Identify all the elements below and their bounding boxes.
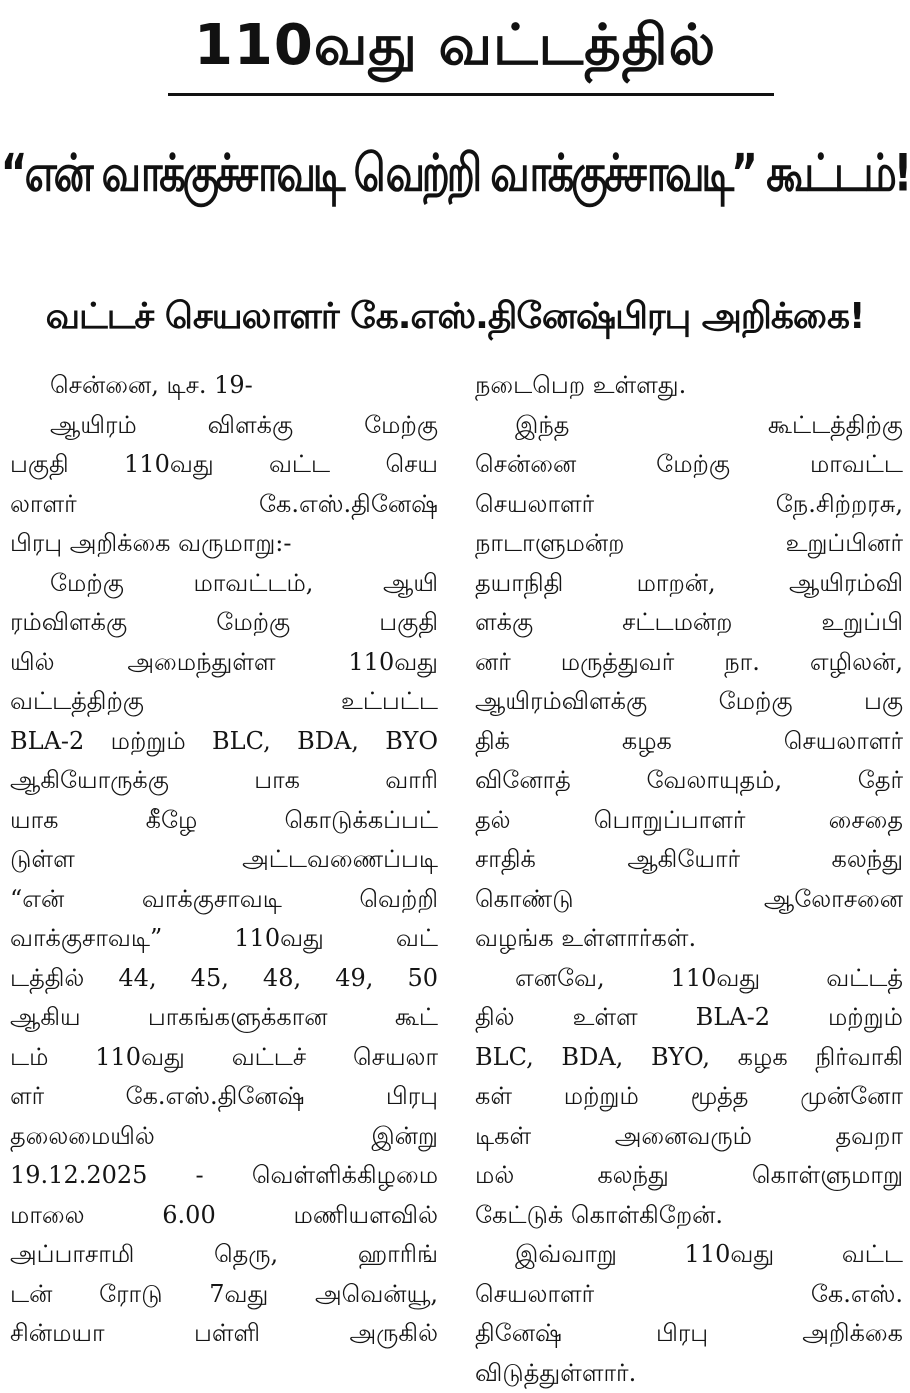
- heading-divider: [168, 93, 774, 96]
- body-line: எனவே, 110வது வட்டத்: [475, 959, 903, 999]
- article-column-left: [10, 366, 438, 1354]
- body-line: மேற்கு மாவட்டம், ஆயி: [10, 564, 438, 604]
- dateline: சென்னை, டிச. 19-: [10, 366, 438, 406]
- body-line: ளர் கே.எஸ்.தினேஷ் பிரபு: [10, 1077, 438, 1117]
- body-line: வட்டத்திற்கு உட்பட்ட: [10, 682, 438, 722]
- body-line: தயாநிதி மாறன், ஆயிரம்வி: [475, 564, 903, 604]
- body-line: ளக்கு சட்டமன்ற உறுப்பி: [475, 603, 903, 643]
- article-column-right: [475, 366, 903, 1393]
- body-line: நாடாளுமன்ற உறுப்பினர்: [475, 524, 903, 564]
- kicker-heading: 110வது வட்டத்தில்: [0, 6, 910, 86]
- body-line: இவ்வாறு 110வது வட்ட: [475, 1235, 903, 1275]
- body-line: விடுத்துள்ளார்.: [475, 1354, 903, 1393]
- body-line: தல் பொறுப்பாளர் சைதை: [475, 801, 903, 841]
- body-line: தலைமையில் இன்று: [10, 1117, 438, 1157]
- body-line: தினேஷ் பிரபு அறிக்கை: [475, 1314, 903, 1354]
- body-line: டுள்ள அட்டவணைப்படி: [10, 840, 438, 880]
- body-line: 19.12.2025 - வெள்ளிக்கிழமை: [10, 1156, 438, 1196]
- body-line: யாக கீழே கொடுக்கப்பட்: [10, 801, 438, 841]
- body-line: யில் அமைந்துள்ள 110வது: [10, 643, 438, 683]
- body-line: டிகள் அனைவரும் தவறா: [475, 1117, 903, 1157]
- body-line: வாக்குசாவடி” 110வது வட்: [10, 919, 438, 959]
- body-line: ஆயிரம்விளக்கு மேற்கு பகு: [475, 682, 903, 722]
- sub-headline: வட்டச் செயலாளர் கே.எஸ்.தினேஷ்பிரபு அறிக்கை!: [0, 282, 910, 352]
- body-line: தில் உள்ள BLA-2 மற்றும்: [475, 998, 903, 1038]
- body-line: லாளர் கே.எஸ்.தினேஷ்: [10, 485, 438, 525]
- body-line: கேட்டுக் கொள்கிறேன்.: [475, 1196, 903, 1236]
- body-line: இந்த கூட்டத்திற்கு: [475, 406, 903, 446]
- body-line: BLC, BDA, BYO, கழக நிர்வாகி: [475, 1038, 903, 1078]
- body-line: சென்னை மேற்கு மாவட்ட: [475, 445, 903, 485]
- body-line: ஆகிய பாகங்களுக்கான கூட்: [10, 998, 438, 1038]
- body-line: ஆயிரம் விளக்கு மேற்கு: [10, 406, 438, 446]
- body-line: திக் கழக செயலாளர்: [475, 722, 903, 762]
- body-line: அப்பாசாமி தெரு, ஹாரிங்: [10, 1235, 438, 1275]
- body-line: ஆகியோருக்கு பாக வாரி: [10, 761, 438, 801]
- body-line: டத்தில் 44, 45, 48, 49, 50: [10, 959, 438, 999]
- body-line: ரம்விளக்கு மேற்கு பகுதி: [10, 603, 438, 643]
- body-line: பிரபு அறிக்கை வருமாறு:-: [10, 524, 438, 564]
- body-line: பகுதி 110வது வட்ட செய: [10, 445, 438, 485]
- body-line: டன் ரோடு 7வது அவென்யூ,: [10, 1275, 438, 1315]
- body-line: மாலை 6.00 மணியளவில்: [10, 1196, 438, 1236]
- body-line: வழங்க உள்ளார்கள்.: [475, 919, 903, 959]
- body-line: டம் 110வது வட்டச் செயலா: [10, 1038, 438, 1078]
- body-line: கொண்டு ஆலோசனை: [475, 880, 903, 920]
- main-headline: “என் வாக்குச்சாவடி வெற்றி வாக்குச்சாவடி” கூட்டம்!: [0, 108, 910, 238]
- body-line: BLA-2 மற்றும் BLC, BDA, BYO: [10, 722, 438, 762]
- body-line: னர் மருத்துவர் நா. எழிலன்,: [475, 643, 903, 683]
- body-line: மல் கலந்து கொள்ளுமாறு: [475, 1156, 903, 1196]
- body-line: நடைபெற உள்ளது.: [475, 366, 903, 406]
- body-line: “என் வாக்குசாவடி வெற்றி: [10, 880, 438, 920]
- body-line: செயலாளர் நே.சிற்றரசு,: [475, 485, 903, 525]
- body-line: கள் மற்றும் மூத்த முன்னோ: [475, 1077, 903, 1117]
- body-line: வினோத் வேலாயுதம், தேர்: [475, 761, 903, 801]
- body-line: சாதிக் ஆகியோர் கலந்து: [475, 840, 903, 880]
- body-line: சின்மயா பள்ளி அருகில்: [10, 1314, 438, 1354]
- body-line: செயலாளர் கே.எஸ்.: [475, 1275, 903, 1315]
